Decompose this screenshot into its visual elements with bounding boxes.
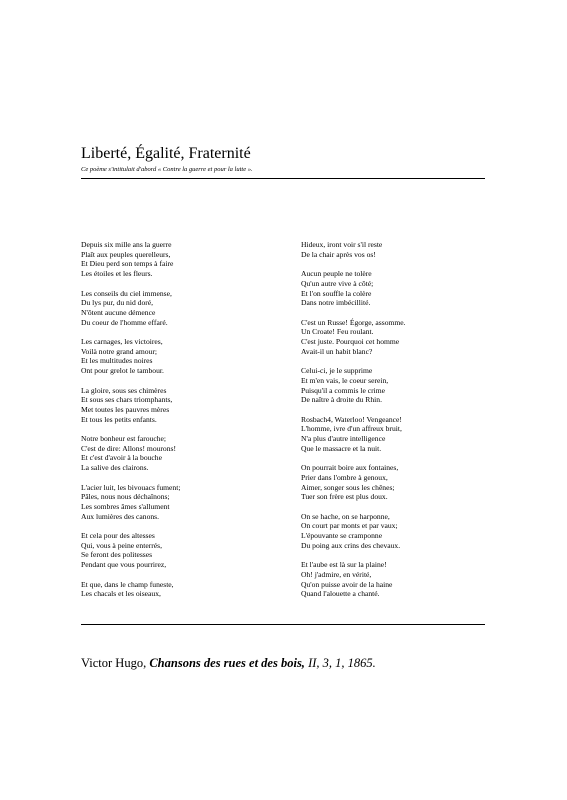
stanza (81, 483, 281, 522)
poem-line: Les conseils du ciel immense, (81, 288, 172, 298)
poem-line: Dans notre imbécillité. (301, 298, 371, 308)
poem-line: Les chacals et les oiseaux, (81, 589, 161, 599)
poem-line: La gloire, sous ses chimères (81, 385, 167, 395)
poem-line: On pourrait boire aux fontaines, (301, 463, 399, 473)
poem-line: C'est un Russe! Égorge, assomme. (301, 317, 406, 327)
poem-line: Hideux, iront voir s'il reste (301, 240, 383, 249)
stanza (81, 289, 281, 328)
poem-left-column (81, 240, 281, 609)
poem-line: On se hache, on se harponne, (301, 511, 390, 521)
poem-line: Se feront des politesses (81, 550, 153, 560)
attribution (81, 655, 376, 671)
poem-line: Et l'aube est là sur la plaine! (301, 560, 387, 570)
poem-line: Et m'en vais, le coeur serein, (301, 375, 389, 385)
stanza (301, 240, 491, 259)
poem-line: On court par monts et par vaux; (301, 521, 398, 531)
poem-line: Aucun peuple ne tolère (301, 269, 372, 279)
poem-line: Et tous les petits enfants. (81, 414, 157, 424)
poem-line: Du poing aux crins des chevaux. (301, 540, 401, 550)
poem-line: La salive des clairons. (81, 463, 149, 473)
poem-line: Met toutes les pauvres mères (81, 404, 170, 414)
poem-line: Et Dieu perd son temps à faire (81, 259, 174, 269)
poem-line: De la chair après vos os! (301, 249, 376, 259)
stanza (301, 318, 491, 357)
stanza (81, 434, 281, 473)
poem-line: L'homme, ivre d'un affreux bruit, (301, 424, 402, 434)
poem-line: Pendant que vous pourrirez, (81, 560, 167, 570)
stanza (301, 560, 491, 599)
poem-line: Du coeur de l'homme effaré. (81, 317, 168, 327)
poem-line: Puisqu'il a commis le crime (301, 385, 386, 395)
bottom-divider (81, 624, 485, 625)
stanza (301, 463, 491, 502)
poem-line: Tuer son frère est plus doux. (301, 492, 388, 502)
poem-right-column (301, 240, 491, 609)
poem-line: N'ôtent aucune démence (81, 307, 156, 317)
poem-line: Et cela pour des altesses (81, 531, 155, 540)
top-divider (81, 178, 485, 179)
poem-line: Et les multitudes noires (81, 356, 153, 366)
poem-line: Plaît aux peuples querelleurs, (81, 249, 171, 259)
poem-line: Qui, vous à peine enterrés, (81, 540, 162, 550)
poem-line: Notre bonheur est farouche; (81, 434, 166, 443)
stanza (81, 580, 281, 599)
poem-line: Depuis six mille ans la guerre (81, 240, 172, 249)
poem-line: C'est de dire: Allons! mourons! (81, 443, 177, 453)
poem-line: Qu'on puisse avoir de la haine (301, 579, 393, 589)
poem-line: De naître à droite du Rhin. (301, 395, 382, 405)
stanza (301, 512, 491, 551)
page-title: Liberté, Égalité, Fraternité (81, 145, 251, 162)
poem-line: L'acier luit, les bivouacs fument; (81, 482, 181, 492)
poem-line: Les étoiles et les fleurs. (81, 269, 153, 279)
poem-line: Et sous ses chars triomphants, (81, 395, 173, 405)
poem-line: Rosbach4, Waterloo! Vengeance! (301, 414, 402, 424)
stanza (301, 269, 491, 308)
poem-line: Que le massacre et la nuit. (301, 443, 382, 453)
attribution-author: Victor Hugo, (81, 656, 150, 670)
page-subtitle: Ce poème s'intitulait d'abord « Contre la guerre et pour la lutte ». (81, 166, 253, 173)
poem-line: Et que, dans le champ funeste, (81, 579, 174, 589)
stanza (81, 337, 281, 376)
poem-line: Quand l'alouette a chanté. (301, 589, 380, 599)
poem-line: L'épouvante se cramponne (301, 531, 383, 540)
poem-line: Prier dans l'ombre à genoux, (301, 472, 388, 482)
stanza (81, 240, 281, 279)
poem-line: Aimer, songer sous les chênes; (301, 482, 395, 492)
stanza (301, 366, 491, 405)
poem-line: Oh! j'admire, en vérité, (301, 569, 372, 579)
attribution-reference: II, 3, 1, 1865. (304, 656, 376, 670)
poem-line: Les sombres âmes s'allument (81, 501, 170, 511)
poem-line: Ont pour grelot le tambour. (81, 366, 164, 376)
poem-line: Aux lumières des canons. (81, 511, 160, 521)
poem-line: Et l'on souffle la colère (301, 288, 372, 298)
poem-line: Celui-ci, je le supprime (301, 366, 373, 376)
poem-line: C'est juste. Pourquoi cet homme (301, 337, 400, 346)
stanza (81, 386, 281, 425)
stanza (81, 531, 281, 570)
poem-line: Avait-il un habit blanc? (301, 346, 373, 356)
poem-line: N'a plus d'autre intelligence (301, 434, 386, 443)
poem-line: Pâles, nous nous déchaînons; (81, 492, 170, 502)
poem-line: Qu'un autre vive à côté; (301, 278, 374, 288)
poem-line: Un Croate! Feu roulant. (301, 327, 374, 337)
stanza (301, 415, 491, 454)
poem-line: Et c'est d'avoir à la bouche (81, 453, 162, 463)
poem-line: Voilà notre grand amour; (81, 346, 157, 356)
poem-line: Les carnages, les victoires, (81, 337, 163, 346)
attribution-book-title: Chansons des rues et des bois, (149, 656, 305, 670)
poem-line: Du lys pur, du nid doré, (81, 298, 154, 308)
